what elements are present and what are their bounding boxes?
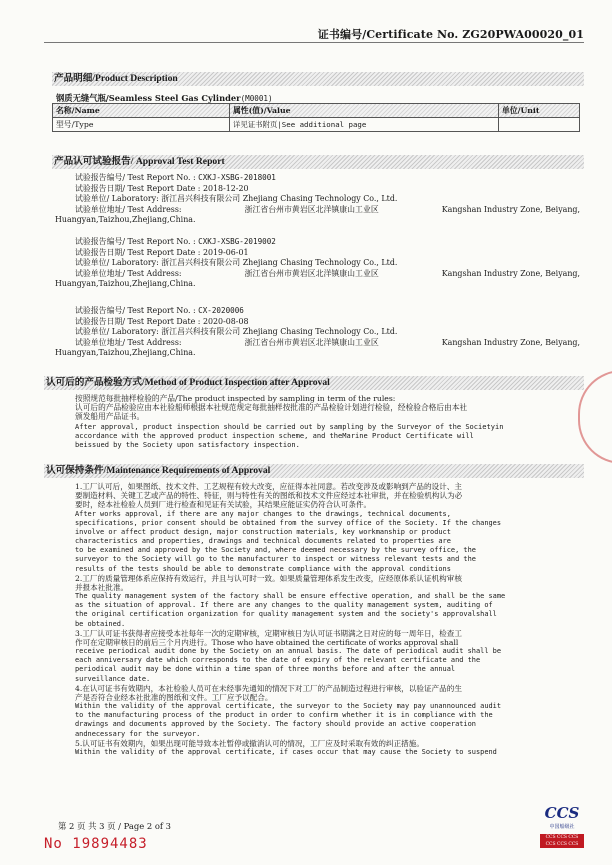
- page-number: 第 2 页 共 3 页 / Page 2 of 3: [58, 821, 171, 831]
- maintenance-requirements-text: [75, 482, 583, 757]
- cell-value: 详见证书附页|See additional page: [230, 118, 499, 132]
- requirement-2: 2.工厂的质量管理体系应保持有效运行，并且与认可时一致。如果质量管理体系发生改变，应经原体系认证机构审核 并报本社批准。 The quality management system of the factory shall be ensure effective operation, and shall be the same as the situation of approval. If there are any changes to the quality management system, auditing of the original certification organization for quality management system and the society's approvalshall be obtained.: [75, 573, 506, 628]
- test-report-no: CXKJ-XSBG-2019002: [198, 237, 276, 246]
- inspection-method-text: 按照规范每批抽样检验的产品/The product inspected by sampling in term of the rules: 认可后的产品检验应由本社验船师根据本社规范规定每批抽样按批准的产品检验计划进行检验，经检验合格后由本社 颁发船用产品证书。 After approval, product inspection should be carried out by sampling by the Surveyor of the Societyin accordance with the approved product inspection scheme, and theMarine Product Certificate will beissued by the Society upon satisfactory inspection.: [75, 394, 504, 449]
- ccs-logo-text: CCS: [544, 804, 580, 822]
- table-row: [53, 118, 580, 132]
- laboratory: 浙江昌兴科技有限公司 Zhejiang Chasing Technology Co., Ltd.: [161, 194, 398, 204]
- product-description-table: [52, 103, 580, 132]
- test-report-date: 2018-12-20: [202, 183, 249, 193]
- product-name: 钢质无缝气瓶/Seamless Steel Gas Cylinder(M0001): [56, 93, 273, 103]
- test-report-date: 2020-08-08: [202, 316, 249, 326]
- ccs-logo-subtitle: 中国船级社: [549, 824, 575, 830]
- column-header-value: 属性(值)/Value: [230, 104, 499, 118]
- inspection-method-heading: 认可后的产品检验方式/Method of Product Inspection after Approval: [44, 376, 584, 390]
- cell-name: 型号/Type: [53, 118, 230, 132]
- column-header-name: 名称/Name: [53, 104, 230, 118]
- table-header-row: [53, 104, 580, 118]
- certificate-number: 证书编号/Certificate No. ZG20PWA00020_01: [317, 28, 584, 41]
- requirement-1: 1.工厂认可后，如果图纸、技术文件、工艺规程有较大改变，应征得本社同意。若改变涉及或影响到产品的设计、主 要制造材料、关键工艺或产品的特性、特征，则与特性有关的图纸和技术文件应经过本社审批，并在检验机构认为必 要时，经本社检验人员到厂进行检查和见证有关试验，其结果应能证实仍符合认可条件。 After works approval, if there are any major changes to the drawings, technical documents, specifications, prior consent should be obtained from the survey office of the Society. If the changes involve or affect product design, major construction materials, key workmanship or product characteristics and properties, drawings and technical documents related to properties are to be examined and approved by the Society and, where deemed necessary by the survey office, the surveyor to the Society will go to the manufacturer to inspect or witness relevant tests and the results of the tests should be able to demonstrate compliance with the approval conditions: [75, 482, 502, 573]
- maintenance-requirements-heading: 认可保持条件/Maintenance Requirements of Approval: [44, 464, 584, 478]
- test-report-3: 试验报告编号/ Test Report No. : CX-2020006 试验报告日期/ Test Report Date : 2020-08-08 试验单位/ Laboratory: 浙江昌兴科技有限公司 Zhejiang Chasing Technology Co., Ltd. 试验单位地址/ Test Address: 浙江省台州市黄岩区北洋镇康山工业区 Kangshan Industry Zone, Beiyang, Huangyan,Taizhou,Zhejiang,China.: [55, 306, 580, 358]
- ccs-logo-bar: CCS CCS CCS CCS CCS CCS: [540, 834, 584, 848]
- test-report-1: 试验报告编号/ Test Report No. : CXKJ-XSBG-2018001 试验报告日期/ Test Report Date : 2018-12-20 试验单位/ Laboratory: 浙江昌兴科技有限公司 Zhejiang Chasing Technology Co., Ltd. 试验单位地址/ Test Address: 浙江省台州市黄岩区北洋镇康山工业区 Kangshan Industry Zone, Beiyang, Huangyan,Taizhou,Zhejiang,China.: [55, 173, 580, 225]
- test-report-no: CXKJ-XSBG-2018001: [198, 173, 276, 182]
- ccs-logo: [536, 806, 588, 848]
- certificate-number-value: ZG20PWA00020_01: [462, 28, 584, 41]
- header-divider: [44, 42, 584, 43]
- requirement-4: 4.在认可证书有效期内，本社检验人员可在未经事先通知的情况下对工厂的产品制造过程进行审核，以验证产品的生 产是否符合业经本社批准的图纸和文件。工厂应予以配合。 Within the validity of the approval certificate, the surveyor to the Society may pay unannounced audit to the manufacturing process of the product in order to confirm whether it is in compliance with the drawings and documents approved by the Society. The factory should provide an active cooperation andnecessary for the surveyor.: [75, 683, 502, 738]
- approval-test-report-heading: 产品认可试验报告/ Approval Test Report: [52, 155, 584, 169]
- test-report-date: 2019-06-01: [202, 247, 249, 257]
- column-header-unit: 单位/Unit: [499, 104, 580, 118]
- cell-unit: [499, 118, 580, 132]
- laboratory: 浙江昌兴科技有限公司 Zhejiang Chasing Technology Co., Ltd.: [161, 327, 398, 337]
- requirement-3: 3.工厂认可证书获得者应接受本社每年一次的定期审核，定期审核日为认可证书期满之日对应的每一周年日，检查工 作可在定期审核日的前后三个月内进行。Those who have obtained the certificate of works approval shall receive periodical audit done by the Society on an annual basis. The date of periodical audit shall be each anniversary date which corresponds to the date of expiry of the relevant certificate and the periodical audit may be done within a time span of three months before and after the annual surveillance date.: [75, 628, 502, 683]
- serial-number: No 19894483: [44, 836, 148, 852]
- product-description-heading: 产品明细/Product Description: [52, 72, 584, 86]
- laboratory: 浙江昌兴科技有限公司 Zhejiang Chasing Technology Co., Ltd.: [161, 258, 398, 268]
- test-report-no: CX-2020006: [198, 306, 244, 315]
- test-report-2: 试验报告编号/ Test Report No. : CXKJ-XSBG-2019002 试验报告日期/ Test Report Date : 2019-06-01 试验单位/ Laboratory: 浙江昌兴科技有限公司 Zhejiang Chasing Technology Co., Ltd. 试验单位地址/ Test Address: 浙江省台州市黄岩区北洋镇康山工业区 Kangshan Industry Zone, Beiyang, Huangyan,Taizhou,Zhejiang,China.: [55, 237, 580, 289]
- requirement-5: 5.认可证书有效期内，如果出现可能导致本社暂停或撤消认可的情况，工厂应及时采取有效的纠正措施。 Within the validity of the approval certificate, if cases occur that may cause the Society to suspend: [75, 738, 497, 756]
